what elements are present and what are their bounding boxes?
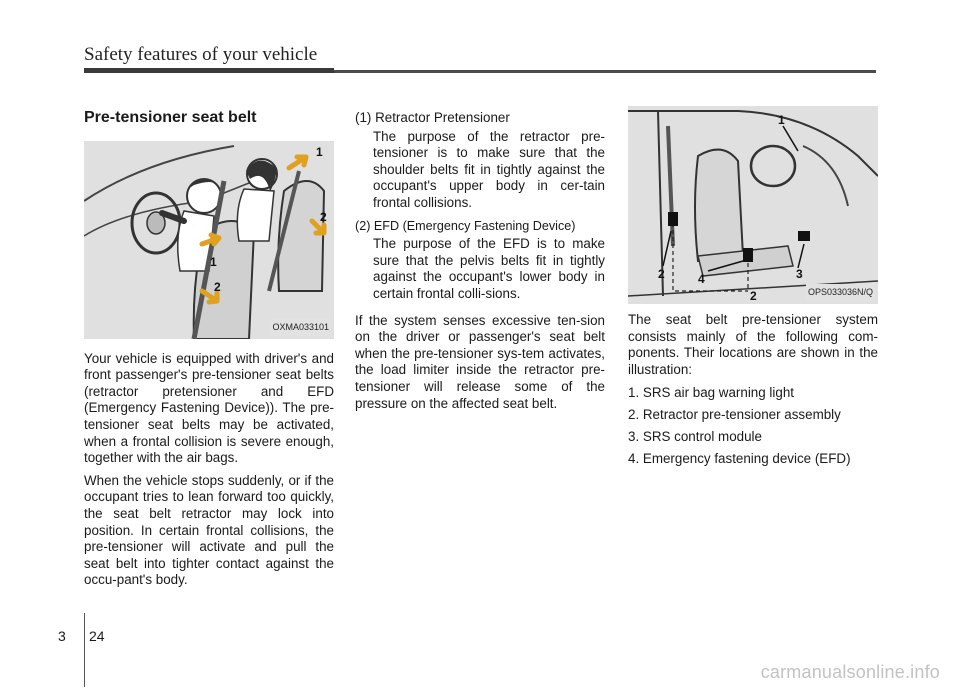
header-rule xyxy=(84,70,876,73)
column-middle xyxy=(355,110,605,418)
col3-intro: The seat belt pre-tensioner system consists mainly of the following com-ponents. Their locations are shown in the illustration: xyxy=(628,312,878,377)
component-item-3: 3. SRS control module xyxy=(628,429,762,445)
header-rule-accent xyxy=(84,68,334,73)
component-item-2: 2. Retractor pre-tensioner assembly xyxy=(628,407,841,423)
chapter-number: 3 xyxy=(58,628,66,644)
item2-heading: (2) EFD (Emergency Fastening Device) xyxy=(355,218,576,233)
col1-paragraph-2: When the vehicle stops suddenly, or if the occupant tries to lean forward too quickly, the seat belt retractor may lock into position. In certain frontal collisions, the pre-tensioner will activate and pull the seat belt into tighter contact against the occu-pant's body. xyxy=(84,472,334,588)
components-illustration-svg xyxy=(628,106,878,304)
item2-body: The purpose of the EFD is to make sure that the pelvis belts fit in tightly against the occupant's lower body in certain frontal colli-sions. xyxy=(373,236,605,301)
figure1-label-1b: 1 xyxy=(210,254,217,269)
watermark-text: carmanualsonline.info xyxy=(760,662,940,682)
column-left xyxy=(84,110,334,595)
section-title: Pre-tensioner seat belt xyxy=(84,109,257,126)
figure2-label-1: 1 xyxy=(778,113,785,127)
item1-heading: (1) Retractor Pretensioner xyxy=(355,110,510,125)
figure2-label-2a: 2 xyxy=(658,267,665,281)
figure-occupants-illustration xyxy=(84,141,334,339)
col1-paragraph-1: Your vehicle is equipped with driver's and front passenger's pre-tensioner seat belts (retractor pretensioner and EFD (Emergency Fastening Device)). The pre-tensioner seat belts may be activated, when a frontal collision is severe enough, together with the air bags. xyxy=(84,350,334,466)
figure1-label-2b: 2 xyxy=(214,279,221,294)
page-number: 24 xyxy=(89,628,105,644)
figure2-label-4: 4 xyxy=(698,272,705,286)
figure-components-illustration xyxy=(628,106,878,304)
col2-paragraph: If the system senses excessive ten-sion on the driver or passenger's seat belt when the pre-tensioner sys-tem activates, the load limiter inside the retractor pre-tensioner will release some of the pressure on the affected seat belt. xyxy=(355,312,605,411)
column-right xyxy=(628,110,878,472)
footer-divider xyxy=(84,613,85,687)
page-header-title: Safety features of your vehicle xyxy=(84,44,318,65)
figure2-code: OPS033036N/Q xyxy=(806,284,875,301)
figure2-label-3: 3 xyxy=(796,267,803,281)
occupants-illustration-svg xyxy=(84,141,334,339)
figure2-label-2b: 2 xyxy=(750,289,757,303)
figure1-label-2a: 2 xyxy=(320,209,327,224)
figure1-label-1a: 1 xyxy=(316,144,323,159)
component-item-1: 1. SRS air bag warning light xyxy=(628,385,794,401)
figure1-code: OXMA033101 xyxy=(270,319,331,336)
item1-body: The purpose of the retractor pre-tensioner is to make sure that the shoulder belts fit in tightly against the occupant's upper body in cer-tain frontal collisions. xyxy=(373,128,605,210)
component-item-4: 4. Emergency fastening device (EFD) xyxy=(628,451,851,467)
